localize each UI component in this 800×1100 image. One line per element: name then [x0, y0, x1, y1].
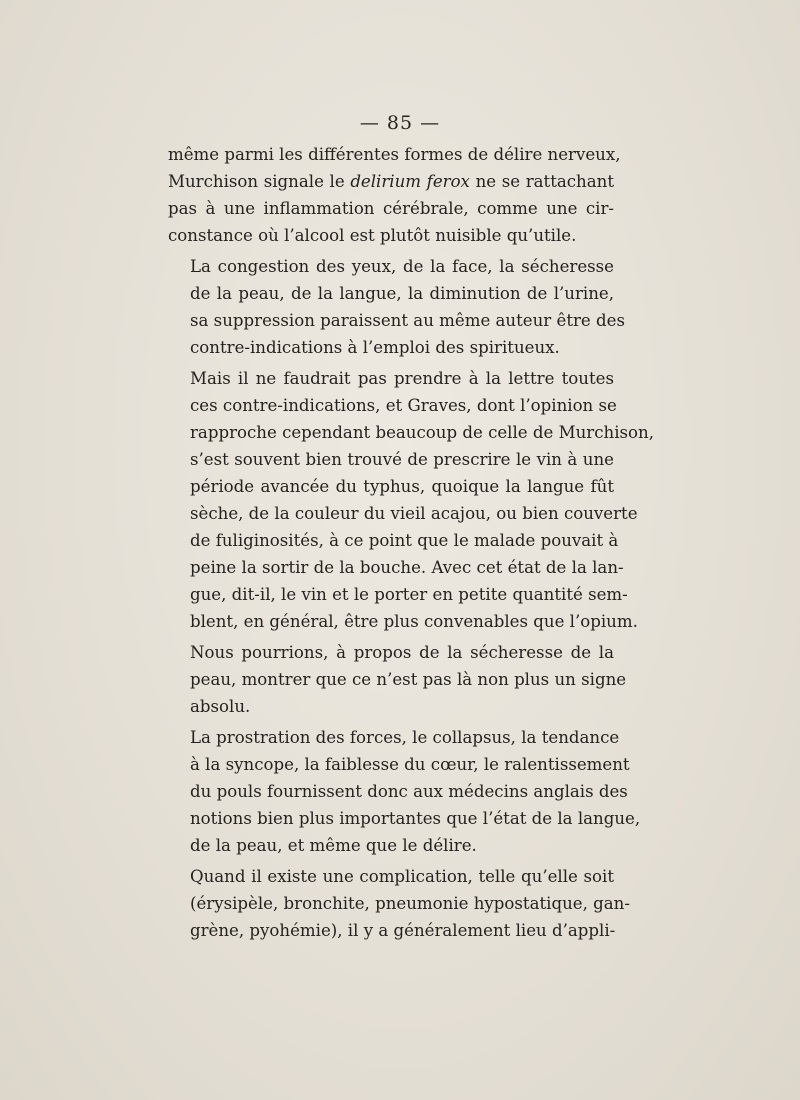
text-line: sèche, de la couleur du vieil acajou, ou bien couverte: [190, 504, 638, 523]
text-line: La prostration des forces, le collapsus, la tendance: [190, 728, 620, 747]
paragraph: [168, 863, 630, 944]
text-line: sa suppression paraissent au même auteur être des: [190, 311, 625, 330]
page-number: — 85 —: [359, 112, 441, 134]
text-line: de la peau, de la langue, la diminution de l’urine,: [190, 284, 614, 303]
text-line: grène, pyohémie), il y a généralement lieu d’appli-: [190, 921, 616, 940]
text-line: même parmi les différentes formes de délire nerveux,: [168, 145, 621, 164]
text-line: contre-indications à l’emploi des spiritueux.: [190, 338, 560, 357]
paragraph: [168, 141, 621, 249]
text-line: Mais il ne faudrait pas prendre à la lettre toutes: [190, 369, 614, 388]
text-line: constance où l’alcool est plutôt nuisible qu’utile.: [168, 226, 577, 245]
text-line: de la peau, et même que le délire.: [190, 836, 477, 855]
text-line: (érysipèle, bronchite, pneumonie hypostatique, gan-: [190, 894, 630, 913]
text-line: du pouls fournissent donc aux médecins anglais des: [190, 782, 628, 801]
paragraph: [168, 365, 654, 635]
text-line: absolu.: [190, 697, 251, 716]
text-line: période avancée du typhus, quoique la langue fût: [190, 477, 614, 496]
text-line: La congestion des yeux, de la face, la sécheresse: [190, 257, 614, 276]
text-line: Nous pourrions, à propos de la sécheresse de la: [190, 643, 614, 662]
text-line: Quand il existe une complication, telle qu’elle soit: [190, 867, 614, 886]
text-line: ces contre-indications, et Graves, dont l’opinion se: [190, 396, 617, 415]
text-line: pas à une inflammation cérébrale, comme une cir-: [168, 199, 614, 218]
text-line: blent, en général, être plus convenables que l’opium.: [190, 612, 638, 631]
text-line: peine la sortir de la bouche. Avec cet état de la lan-: [190, 558, 624, 577]
text-line: à la syncope, la faiblesse du cœur, le ralentissement: [190, 755, 630, 774]
paragraph: [168, 724, 641, 859]
text-line: de fuliginosités, à ce point que le malade pouvait à: [190, 531, 619, 550]
paragraph: [168, 639, 627, 720]
italic-term: delirium ferox: [350, 172, 470, 191]
text-line: Murchison signale le delirium ferox ne se rattachant: [168, 172, 614, 191]
text-line: notions bien plus importantes que l’état de la langue,: [190, 809, 641, 828]
paragraph: [168, 253, 625, 361]
body-text: [168, 141, 654, 948]
text-line: s’est souvent bien trouvé de prescrire le vin à une: [190, 450, 614, 469]
text-line: rapproche cependant beaucoup de celle de Murchison,: [190, 423, 654, 442]
text-line: gue, dit-il, le vin et le porter en petite quantité sem-: [190, 585, 628, 604]
text-line: peau, montrer que ce n’est pas là non plus un signe: [190, 670, 627, 689]
